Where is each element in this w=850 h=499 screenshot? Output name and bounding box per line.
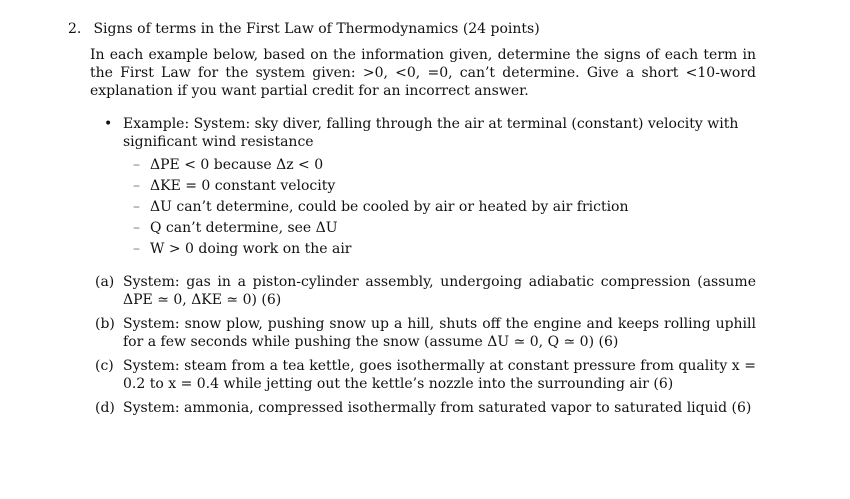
question-number: 2. — [68, 21, 82, 37]
dash-icon: – — [133, 178, 140, 194]
part-text: System: gas in a piston-cylinder assembly, undergoing adiabatic compression (assume ΔPE ≃ 0, ΔKE ≃ 0) (6) — [123, 274, 756, 308]
part-d — [95, 399, 756, 417]
question-title: Signs of terms in the First Law of Thermodynamics (24 points) — [93, 21, 540, 37]
part-text: System: ammonia, compressed isothermally from saturated vapor to saturated liquid (6) — [123, 400, 752, 416]
question-heading — [68, 21, 540, 37]
sublist-item — [133, 176, 629, 197]
problem-parts — [95, 273, 756, 423]
example-block — [104, 115, 756, 151]
sublist-item-text: ΔU can’t determine, could be cooled by air or heated by air friction — [150, 199, 629, 215]
part-label: (c) — [95, 358, 114, 374]
sublist-item-text: Q can’t determine, see ΔU — [150, 220, 338, 236]
dash-icon: – — [133, 199, 140, 215]
part-label: (a) — [95, 274, 115, 290]
part-label: (d) — [95, 400, 115, 416]
sublist-item-text: ΔPE < 0 because Δz < 0 — [150, 157, 324, 173]
dash-icon: – — [133, 157, 140, 173]
part-text: System: snow plow, pushing snow up a hill, shuts off the engine and keeps rolling uphill for a few seconds while pushing the snow (assume ΔU ≃ 0, Q ≃ 0) (6) — [123, 316, 756, 350]
sublist-item — [133, 155, 629, 176]
sublist-item — [133, 239, 629, 260]
part-a — [95, 273, 756, 309]
part-text: System: steam from a tea kettle, goes isothermally at constant pressure from quality x = 0.2 to x = 0.4 while jetting out the kettle’s nozzle into the surrounding air (6) — [123, 358, 756, 392]
sublist-item — [133, 218, 629, 239]
example-text: Example: System: sky diver, falling through the air at terminal (constant) velocity with significant wind resistance — [123, 116, 739, 150]
example-sublist — [133, 155, 629, 260]
bullet-icon: • — [104, 116, 113, 132]
dash-icon: – — [133, 241, 140, 257]
part-b — [95, 315, 756, 351]
sublist-item — [133, 197, 629, 218]
dash-icon: – — [133, 220, 140, 236]
sublist-item-text: ΔKE = 0 constant velocity — [150, 178, 336, 194]
part-c — [95, 357, 756, 393]
sublist-item-text: W > 0 doing work on the air — [150, 241, 352, 257]
instructions-paragraph: In each example below, based on the information given, determine the signs of each term in the First Law for the system given: >0, <0, =0, can’t determine. Give a short <10-word explanation if you want partial credit for an incorrect answer. — [90, 47, 756, 99]
part-label: (b) — [95, 316, 115, 332]
